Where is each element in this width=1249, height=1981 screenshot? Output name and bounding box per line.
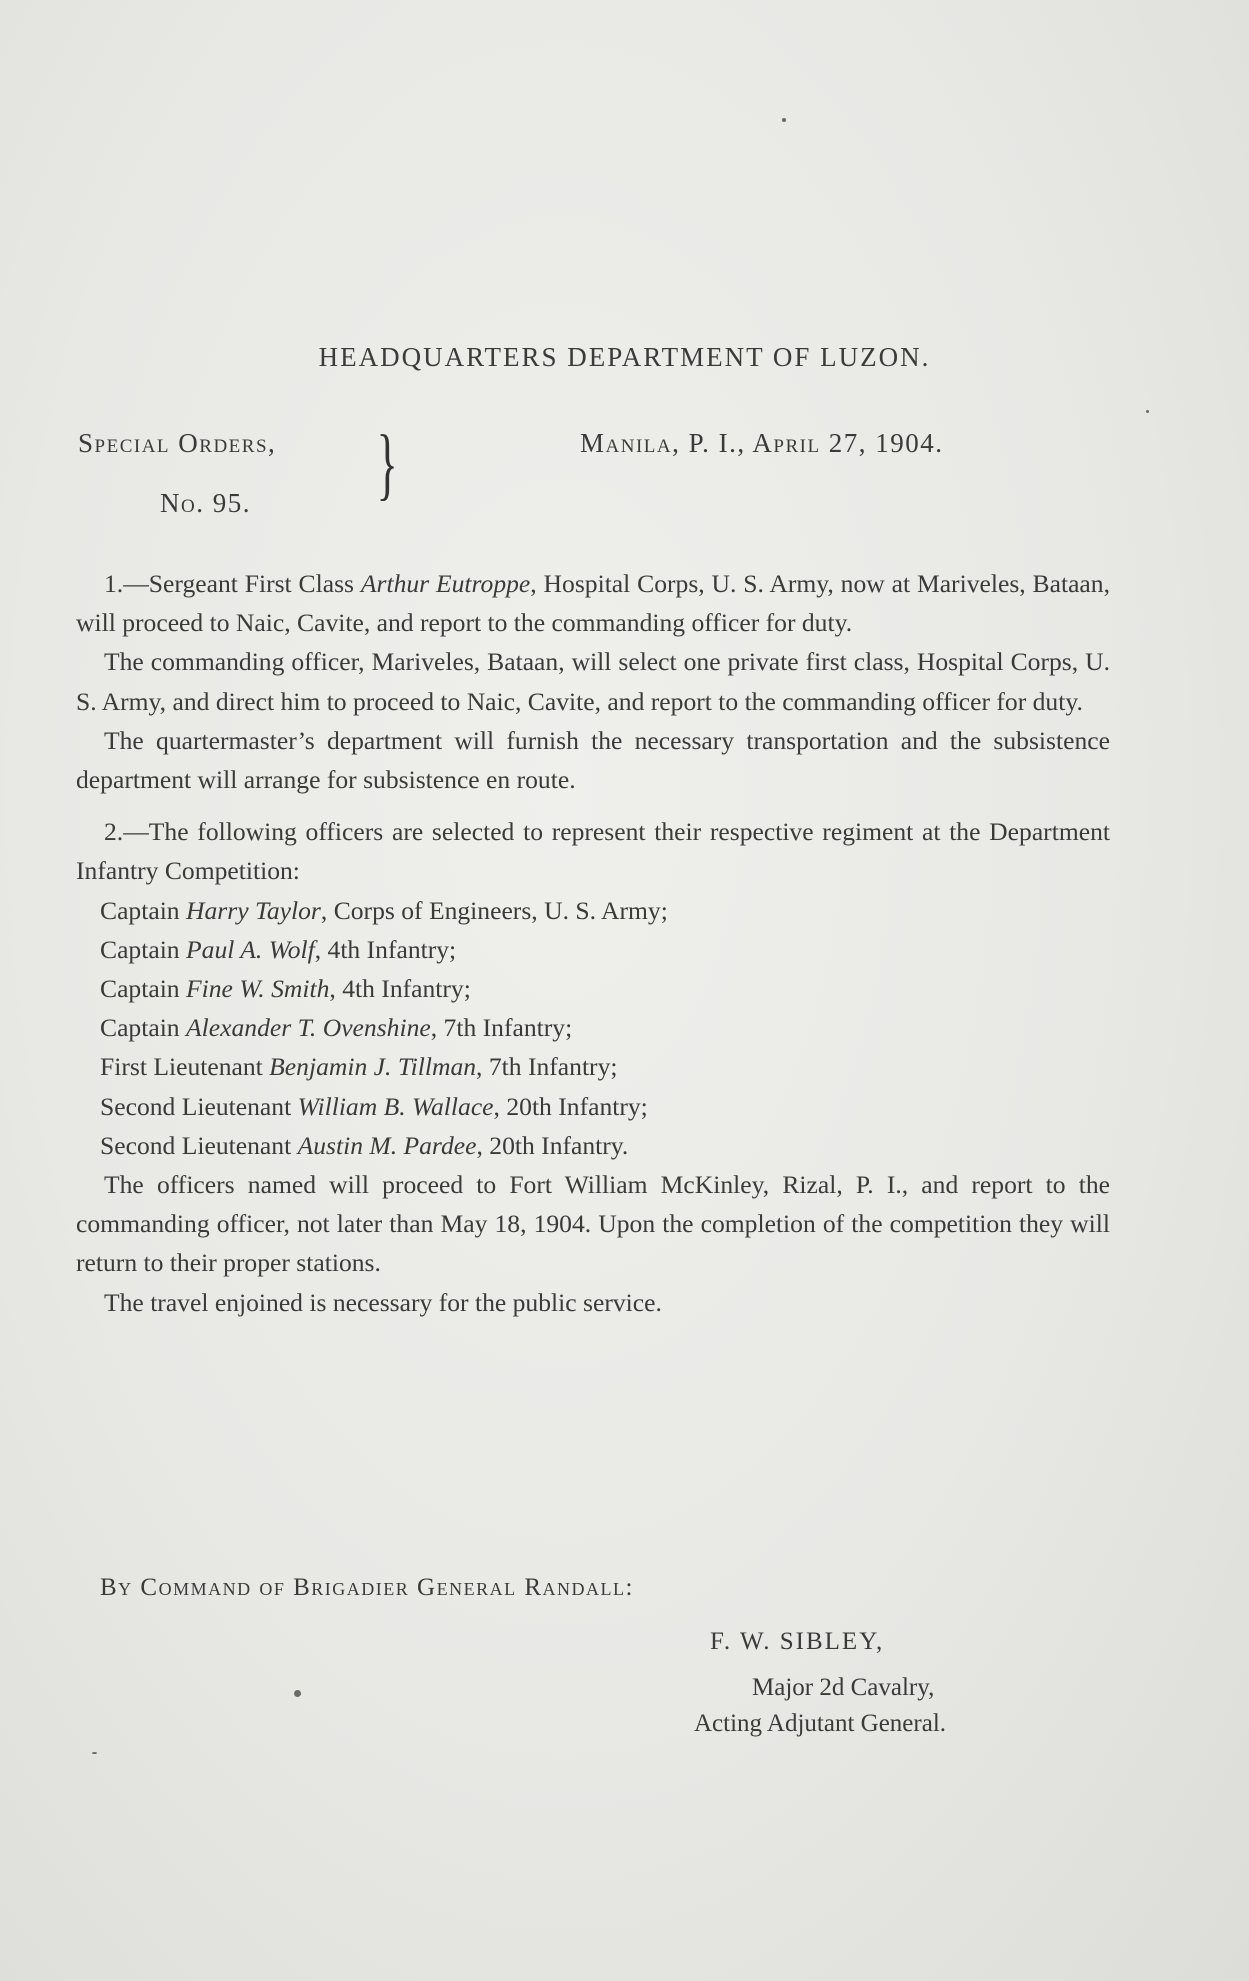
officer-entry [76,891,1110,930]
dateline-text: Manila, P. I., April 27, 1904. [580,428,944,458]
officer-name: William B. Wallace [297,1091,494,1121]
signer-title: Acting Adjutant General. [694,1710,947,1737]
officer-name: Paul A. Wolf [186,934,315,964]
paper-speck [782,118,786,122]
officer-rank: Captain [100,934,187,964]
paragraph-1-name: Arthur Eutroppe [360,569,531,598]
paragraph-2: 2.—The following officers are selected to represent their respective regiment at the Department Infantry Competition: [76,817,1110,886]
command-line: By Command of Brigadier General Randall: [100,1574,634,1601]
brace-mark: } [376,420,398,508]
officer-unit: , Corps of Engineers, U. S. Army; [320,895,668,925]
officer-rank: Captain [100,1013,187,1043]
officer-name: Austin M. Pardee [297,1130,477,1160]
paragraph-1-text: , Hospital Corps, U. S. Army, now at Mariveles, Bataan, will proceed to Naic, Cavite, and report to the commanding officer for duty. [76,569,1110,638]
officer-list [76,891,1110,1165]
order-number: No. 95. [160,488,251,518]
officer-name: Fine W. Smith [186,974,330,1004]
officer-rank: Second Lieutenant [100,1130,298,1160]
signer-rank: Major 2d Cavalry, [752,1674,935,1701]
order-body [76,564,1110,1322]
paper-speck [92,1752,97,1754]
officer-entry [76,969,1110,1008]
document-heading: HEADQUARTERS DEPARTMENT OF LUZON. [318,342,931,372]
officer-entry [76,1087,1110,1126]
officer-rank: Captain [100,895,187,925]
officer-unit: , 4th Infantry; [314,934,457,964]
dateline [580,428,944,459]
officer-unit: , 20th Infantry; [493,1091,648,1121]
paragraph-1-number: 1.—Sergeant First Class [104,569,361,598]
officer-rank: Captain [100,974,187,1004]
paragraph-2c: The travel enjoined is necessary for the public service. [104,1287,662,1317]
officer-entry [76,1008,1110,1047]
officer-name: Benjamin J. Tillman [269,1052,477,1082]
officer-unit: , 7th Infantry; [430,1013,573,1043]
officer-rank: First Lieutenant [100,1052,270,1082]
officer-unit: , 7th Infantry; [476,1052,618,1082]
officer-unit: , 20th Infantry. [476,1130,629,1160]
officer-entry [76,1126,1110,1165]
officer-name: Harry Taylor [186,895,321,925]
paragraph-2b: The officers named will proceed to Fort William McKinley, Rizal, P. I., and report to the commanding officer, not later than May 18, 1904. Upon the completion of the competition they will return to their proper stations. [76,1170,1110,1278]
officer-entry [76,930,1110,969]
paper-speck [1146,410,1149,413]
special-orders-label: Special Orders, [78,428,277,458]
paragraph-1c: The quartermaster’s department will furnish the necessary transportation and the subsistence department will arrange for subsistence en route. [76,725,1110,795]
paragraph-1 [76,564,1110,642]
order-header [78,420,1098,528]
officer-name: Alexander T. Ovenshine [186,1013,431,1043]
paper-speck [294,1690,301,1697]
paragraph-1b: The commanding officer, Mariveles, Bataan, will select one private first class, Hospital Corps, U. S. Army, and direct him to proceed to Naic, Cavite, and report to the commanding officer for duty. [76,647,1110,716]
signer-name: F. W. SIBLEY, [710,1628,885,1655]
officer-rank: Second Lieutenant [100,1091,298,1121]
officer-entry [76,1047,1110,1086]
officer-unit: , 4th Infantry; [329,974,471,1004]
